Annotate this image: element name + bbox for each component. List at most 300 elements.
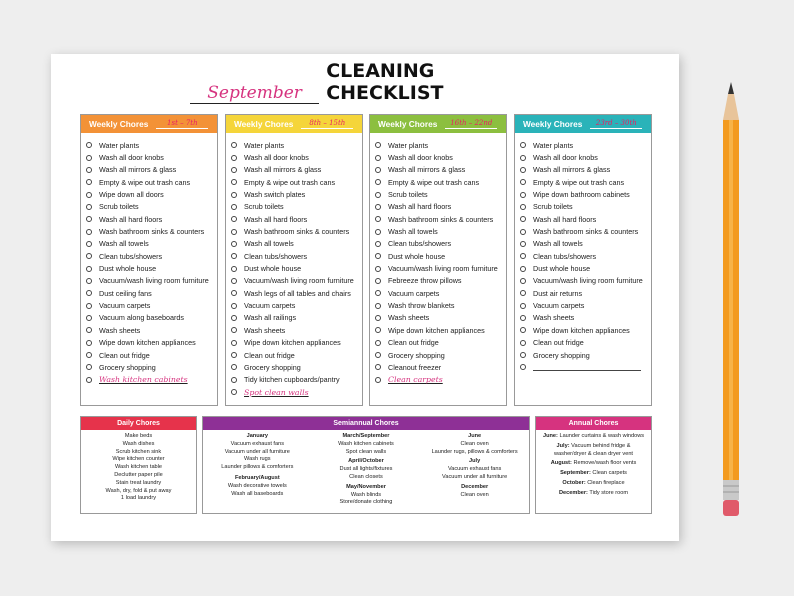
checkbox-circle[interactable] <box>86 315 92 321</box>
pencil-highlight <box>729 120 733 480</box>
chore-item <box>520 312 651 324</box>
chore-item <box>520 139 651 151</box>
chore-label: Scrub toilets <box>99 202 139 212</box>
chore-label: Wash all mirrors & glass <box>533 165 611 175</box>
chore-label: Vacuum along baseboards <box>99 313 184 323</box>
checkbox-circle[interactable] <box>86 167 92 173</box>
chore-label: Scrub toilets <box>244 202 284 212</box>
semiannual-col-3 <box>426 433 524 507</box>
chore-label: Vacuum carpets <box>388 288 440 298</box>
checkbox-circle[interactable] <box>86 327 92 333</box>
chore-list <box>370 133 506 386</box>
checkbox-circle[interactable] <box>231 340 237 346</box>
checkbox-circle[interactable] <box>86 364 92 370</box>
checkbox-circle[interactable] <box>375 167 381 173</box>
chore-item-extra <box>86 374 217 386</box>
semiannual-col-2 <box>317 433 415 507</box>
annual-chore: September: Clean carpets <box>560 470 627 477</box>
chore-label: Wash bathroom sinks & counters <box>99 227 205 237</box>
week-range: 16th – 22nd <box>445 119 497 129</box>
chore-item <box>375 151 506 163</box>
checkbox-circle[interactable] <box>375 204 381 210</box>
chore-item <box>231 361 362 373</box>
chore-label: Wash all railings <box>244 313 297 323</box>
chore-list <box>515 133 651 374</box>
checkbox-circle[interactable] <box>86 179 92 185</box>
checkbox-circle[interactable] <box>375 278 381 284</box>
checkbox-circle[interactable] <box>231 389 237 395</box>
chore-item <box>231 312 362 324</box>
annual-chores-section <box>535 416 652 514</box>
semiannual-chore: Vacuum under all furniture <box>224 448 290 455</box>
checkbox-circle[interactable] <box>520 142 526 148</box>
chore-item <box>86 176 217 188</box>
checkbox-circle[interactable] <box>231 216 237 222</box>
chore-label: Wash bathroom sinks & counters <box>388 214 494 224</box>
checkbox-circle[interactable] <box>86 192 92 198</box>
chore-label: Dust whole house <box>388 251 446 261</box>
chore-item <box>231 188 362 200</box>
annual-chore: December: Tidy store room <box>558 489 629 496</box>
chore-label: Empty & wipe out trash cans <box>244 177 336 187</box>
chore-item <box>86 151 217 163</box>
checkbox-circle[interactable] <box>86 290 92 296</box>
chore-label: Wash throw blankets <box>388 301 455 311</box>
chore-label: Wash all mirrors & glass <box>388 165 466 175</box>
week-header <box>81 115 217 133</box>
checkbox-circle[interactable] <box>231 253 237 259</box>
annual-chore: July: Vacuum behind fridge & washer/dryer & clean dryer vent <box>554 442 633 457</box>
chore-item <box>375 238 506 250</box>
chore-label: Water plants <box>99 140 140 150</box>
chore-label: Wash all door knobs <box>388 153 453 163</box>
semiannual-chore: Dust all lights/fixtures <box>339 466 393 473</box>
chore-item <box>86 201 217 213</box>
chore-item <box>520 176 651 188</box>
chore-item <box>86 324 217 336</box>
handwritten-chore[interactable]: Wash kitchen cabinets <box>99 375 188 385</box>
checkbox-circle[interactable] <box>375 192 381 198</box>
chore-item <box>86 349 217 361</box>
checkbox-circle[interactable] <box>86 241 92 247</box>
checkbox-circle[interactable] <box>231 290 237 296</box>
checkbox-circle[interactable] <box>86 266 92 272</box>
chore-item <box>375 287 506 299</box>
checkbox-circle[interactable] <box>231 278 237 284</box>
chore-item <box>520 287 651 299</box>
checkbox-circle[interactable] <box>520 315 526 321</box>
chore-label: Wash sheets <box>99 325 141 335</box>
annual-chores-list <box>536 430 651 498</box>
chore-label: Empty & wipe out trash cans <box>99 177 191 187</box>
daily-chore: Stain treat laundry <box>115 479 162 486</box>
pencil-wood <box>723 94 739 120</box>
chore-item <box>86 213 217 225</box>
checkbox-circle[interactable] <box>231 327 237 333</box>
chore-item <box>520 188 651 200</box>
chore-label: Wipe down all doors <box>99 190 164 200</box>
chore-item <box>231 176 362 188</box>
semiannual-chore: Spot clean walls <box>345 448 387 455</box>
chore-list <box>226 133 362 398</box>
chore-label: Water plants <box>388 140 429 150</box>
chore-item-extra <box>520 361 651 373</box>
chore-label: Wipe down kitchen appliances <box>99 338 196 348</box>
annual-chore: October: Clean fireplace <box>562 479 625 486</box>
chore-item <box>520 238 651 250</box>
chore-label: Wipe down kitchen appliances <box>388 325 485 335</box>
checkbox-circle[interactable] <box>231 179 237 185</box>
semiannual-chore: Vacuum under all furniture <box>442 473 508 480</box>
checkbox-circle[interactable] <box>520 290 526 296</box>
checkbox-circle[interactable] <box>86 340 92 346</box>
month-field: September <box>190 83 319 104</box>
chore-label: Wash all towels <box>244 239 294 249</box>
chore-item <box>375 164 506 176</box>
daily-chore: Scrub kitchen sink <box>115 448 162 455</box>
checkbox-circle[interactable] <box>231 241 237 247</box>
checkbox-circle[interactable] <box>520 303 526 309</box>
chore-item <box>86 275 217 287</box>
pencil-image <box>716 82 746 522</box>
semiannual-chore: Launder rugs, pillows & comforters <box>431 448 518 455</box>
chore-item <box>231 337 362 349</box>
chore-item <box>86 188 217 200</box>
chore-label: Wash all hard floors <box>244 214 308 224</box>
chore-label: Wash bathroom sinks & counters <box>533 227 639 237</box>
pencil-eraser <box>723 500 739 516</box>
chore-list <box>81 133 217 386</box>
chore-item <box>520 349 651 361</box>
chore-label: Wash all door knobs <box>244 153 309 163</box>
chore-label: Empty & wipe out trash cans <box>388 177 480 187</box>
week-range: 8th – 15th <box>301 119 353 129</box>
chore-label: Wash bathroom sinks & counters <box>244 227 350 237</box>
chore-item <box>231 275 362 287</box>
chore-label: Grocery shopping <box>533 350 590 360</box>
checkbox-circle[interactable] <box>231 204 237 210</box>
semiannual-chore: Clean closets <box>349 473 383 480</box>
chore-label: Clean out fridge <box>533 338 584 348</box>
daily-chore: Declutter paper pile <box>114 471 163 478</box>
daily-chores-list <box>81 430 196 503</box>
chore-label: Wash all hard floors <box>99 214 163 224</box>
daily-chore: Wipe kitchen counter <box>112 456 165 463</box>
chore-item <box>520 164 651 176</box>
week-header <box>515 115 651 133</box>
checkbox-circle[interactable] <box>231 364 237 370</box>
month-label: April/October <box>348 458 384 465</box>
chore-label: Dust whole house <box>244 264 302 274</box>
week-heading: Weekly Chores <box>523 119 583 129</box>
chore-label: Water plants <box>244 140 285 150</box>
daily-chore: Wash dishes <box>122 440 155 447</box>
checkbox-circle[interactable] <box>520 167 526 173</box>
week-header <box>370 115 506 133</box>
chore-item <box>86 312 217 324</box>
checkbox-circle[interactable] <box>86 155 92 161</box>
chore-item <box>231 250 362 262</box>
checkbox-circle[interactable] <box>520 155 526 161</box>
chore-item-extra <box>231 386 362 398</box>
checkbox-circle[interactable] <box>375 340 381 346</box>
chore-item <box>86 225 217 237</box>
week-column-2 <box>225 114 363 406</box>
daily-chore: 1 load laundry <box>120 495 157 502</box>
checkbox-circle[interactable] <box>520 192 526 198</box>
semiannual-chore: Wash rugs <box>244 456 271 463</box>
chore-item <box>520 299 651 311</box>
chore-item <box>86 250 217 262</box>
chore-label: Wash switch plates <box>244 190 306 200</box>
checkbox-circle[interactable] <box>520 352 526 358</box>
chore-label: Clean out fridge <box>244 350 295 360</box>
chore-label: Wash all towels <box>388 227 438 237</box>
annual-chores-heading: Annual Chores <box>536 417 651 430</box>
checkbox-circle[interactable] <box>86 229 92 235</box>
semiannual-chore: Wash kitchen cabinets <box>338 440 394 447</box>
checkbox-circle[interactable] <box>375 179 381 185</box>
chore-item <box>375 361 506 373</box>
chore-item <box>520 213 651 225</box>
week-range: 23rd – 30th <box>590 119 642 129</box>
month-label: June <box>468 433 482 439</box>
chore-label: Clean tubs/showers <box>99 251 163 261</box>
checkbox-circle[interactable] <box>375 253 381 259</box>
checkbox-circle[interactable] <box>231 377 237 383</box>
month-label: July <box>469 458 481 465</box>
checkbox-circle[interactable] <box>86 216 92 222</box>
annual-chore: August: Remove/wash floor vents <box>550 460 637 467</box>
semiannual-chore: Store/donate clothing <box>339 499 393 506</box>
checkbox-circle[interactable] <box>375 327 381 333</box>
week-heading: Weekly Chores <box>234 119 294 129</box>
chore-item <box>86 164 217 176</box>
semiannual-chore: Vacuum exhaust fans <box>447 466 502 473</box>
checkbox-circle[interactable] <box>375 352 381 358</box>
checkbox-circle[interactable] <box>231 155 237 161</box>
chore-item <box>231 324 362 336</box>
chore-label: Wipe down kitchen appliances <box>533 325 630 335</box>
chore-item <box>231 262 362 274</box>
chore-label: Grocery shopping <box>99 362 156 372</box>
checkbox-circle[interactable] <box>86 377 92 383</box>
chore-label: Wash sheets <box>244 325 286 335</box>
chore-label: Vacuum carpets <box>99 301 151 311</box>
chore-label: Grocery shopping <box>388 350 445 360</box>
chore-item <box>375 299 506 311</box>
chore-label: Water plants <box>533 140 574 150</box>
handwritten-chore[interactable]: Spot clean walls <box>244 387 309 397</box>
semiannual-chore: Vacuum exhaust fans <box>230 440 285 447</box>
month-label: December <box>461 483 489 490</box>
week-heading: Weekly Chores <box>89 119 149 129</box>
page-title <box>190 60 550 104</box>
chore-label: Clean tubs/showers <box>388 239 452 249</box>
checkbox-circle[interactable] <box>231 266 237 272</box>
chore-item-extra <box>375 374 506 386</box>
month-label: February/August <box>234 474 280 481</box>
chore-label: Scrub toilets <box>388 190 428 200</box>
daily-chores-heading: Daily Chores <box>81 417 196 430</box>
checkbox-circle[interactable] <box>375 229 381 235</box>
chore-label: Febreeze throw pillows <box>388 276 462 286</box>
week-column-4 <box>514 114 652 406</box>
pencil-lead <box>728 82 734 94</box>
checkbox-circle[interactable] <box>375 290 381 296</box>
checkbox-circle[interactable] <box>231 142 237 148</box>
pencil-ferrule <box>723 480 739 500</box>
checkbox-circle[interactable] <box>520 204 526 210</box>
month-label: May/November <box>346 483 386 490</box>
chore-label: Dust air returns <box>533 288 583 298</box>
chore-item <box>375 188 506 200</box>
checkbox-circle[interactable] <box>375 315 381 321</box>
checkbox-circle[interactable] <box>231 167 237 173</box>
chore-label: Empty & wipe out trash cans <box>533 177 625 187</box>
chore-label: Wipe down kitchen appliances <box>244 338 341 348</box>
chore-item <box>231 164 362 176</box>
chore-item <box>375 337 506 349</box>
month-label: January <box>246 433 269 439</box>
month-label: March/September <box>342 433 390 439</box>
daily-chore: Wash kitchen table <box>114 464 163 471</box>
chore-item <box>375 312 506 324</box>
checkbox-circle[interactable] <box>231 229 237 235</box>
semiannual-chore: Clean oven <box>460 491 489 498</box>
chore-item <box>86 139 217 151</box>
checkbox-circle[interactable] <box>520 266 526 272</box>
blank-entry-line[interactable] <box>533 364 641 371</box>
chore-item <box>375 201 506 213</box>
chore-label: Wash sheets <box>533 313 575 323</box>
chore-label: Cleanout freezer <box>388 362 442 372</box>
chore-label: Wash all door knobs <box>99 153 164 163</box>
annual-chore: June: Launder curtains & wash windows <box>542 433 645 439</box>
checkbox-circle[interactable] <box>520 327 526 333</box>
chore-item <box>520 151 651 163</box>
chore-label: Vacuum/wash living room furniture <box>533 276 643 286</box>
chore-item <box>231 287 362 299</box>
chore-label: Clean out fridge <box>99 350 150 360</box>
checkbox-circle[interactable] <box>375 266 381 272</box>
checkbox-circle[interactable] <box>375 142 381 148</box>
checklist-title: CLEANING CHECKLIST <box>326 60 444 104</box>
daily-chores-section <box>80 416 197 514</box>
chore-item <box>231 349 362 361</box>
checkbox-circle[interactable] <box>86 253 92 259</box>
checkbox-circle[interactable] <box>375 364 381 370</box>
checkbox-circle[interactable] <box>520 179 526 185</box>
daily-chore: Wash, dry, fold & put away <box>105 487 172 494</box>
checkbox-circle[interactable] <box>520 229 526 235</box>
week-range: 1st – 7th <box>156 119 208 129</box>
checkbox-circle[interactable] <box>231 303 237 309</box>
checkbox-circle[interactable] <box>520 253 526 259</box>
semiannual-columns <box>203 430 529 507</box>
week-column-3 <box>369 114 507 406</box>
chore-label: Dust whole house <box>99 264 157 274</box>
chore-label: Scrub toilets <box>533 202 573 212</box>
chore-item <box>231 151 362 163</box>
chore-item <box>231 374 362 386</box>
week-header <box>226 115 362 133</box>
checkbox-circle[interactable] <box>520 241 526 247</box>
chore-item <box>520 250 651 262</box>
checkbox-circle[interactable] <box>375 155 381 161</box>
chore-item <box>375 324 506 336</box>
chore-label: Dust whole house <box>533 264 591 274</box>
chore-item <box>520 275 651 287</box>
chore-item <box>231 225 362 237</box>
week-column-1 <box>80 114 218 406</box>
semiannual-col-1 <box>208 433 306 507</box>
chore-label: Clean tubs/showers <box>533 251 597 261</box>
checkbox-circle[interactable] <box>86 142 92 148</box>
checkbox-circle[interactable] <box>375 303 381 309</box>
chore-label: Vacuum carpets <box>533 301 585 311</box>
chore-label: Wash all door knobs <box>533 153 598 163</box>
chore-item <box>231 139 362 151</box>
chore-label: Wipe down bathroom cabinets <box>533 190 630 200</box>
chore-item <box>231 299 362 311</box>
handwritten-chore[interactable]: Clean carpets <box>388 375 443 385</box>
chore-label: Vacuum carpets <box>244 301 296 311</box>
checkbox-circle[interactable] <box>231 315 237 321</box>
checkbox-circle[interactable] <box>231 352 237 358</box>
chore-item <box>231 201 362 213</box>
chore-label: Vacuum/wash living room furniture <box>99 276 209 286</box>
chore-item <box>520 225 651 237</box>
checkbox-circle[interactable] <box>520 216 526 222</box>
chore-label: Wash legs of all tables and chairs <box>244 288 351 298</box>
chore-item <box>375 349 506 361</box>
chore-item <box>520 201 651 213</box>
checkbox-circle[interactable] <box>375 377 381 383</box>
chore-item <box>375 139 506 151</box>
week-heading: Weekly Chores <box>378 119 438 129</box>
daily-chore: Make beds <box>124 433 153 439</box>
checkbox-circle[interactable] <box>231 192 237 198</box>
checkbox-circle[interactable] <box>86 352 92 358</box>
chore-label: Dust ceiling fans <box>99 288 152 298</box>
chore-label: Wash all mirrors & glass <box>244 165 322 175</box>
chore-item <box>375 213 506 225</box>
checkbox-circle[interactable] <box>375 241 381 247</box>
checkbox-circle[interactable] <box>86 278 92 284</box>
semiannual-chore: Clean oven <box>460 440 489 447</box>
chore-label: Grocery shopping <box>244 362 301 372</box>
checkbox-circle[interactable] <box>86 204 92 210</box>
chore-item <box>520 262 651 274</box>
chore-item <box>86 361 217 373</box>
chore-item <box>86 238 217 250</box>
checkbox-circle[interactable] <box>520 364 526 370</box>
checkbox-circle[interactable] <box>520 340 526 346</box>
chore-item <box>86 337 217 349</box>
chore-item <box>520 324 651 336</box>
chore-item <box>375 262 506 274</box>
chore-label: Tidy kitchen cupboards/pantry <box>244 375 340 385</box>
chore-item <box>86 287 217 299</box>
checkbox-circle[interactable] <box>86 303 92 309</box>
chore-label: Wash all towels <box>533 239 583 249</box>
checkbox-circle[interactable] <box>375 216 381 222</box>
chore-item <box>375 275 506 287</box>
checkbox-circle[interactable] <box>520 278 526 284</box>
semiannual-chore: Wash blinds <box>350 491 382 498</box>
chore-item <box>375 250 506 262</box>
